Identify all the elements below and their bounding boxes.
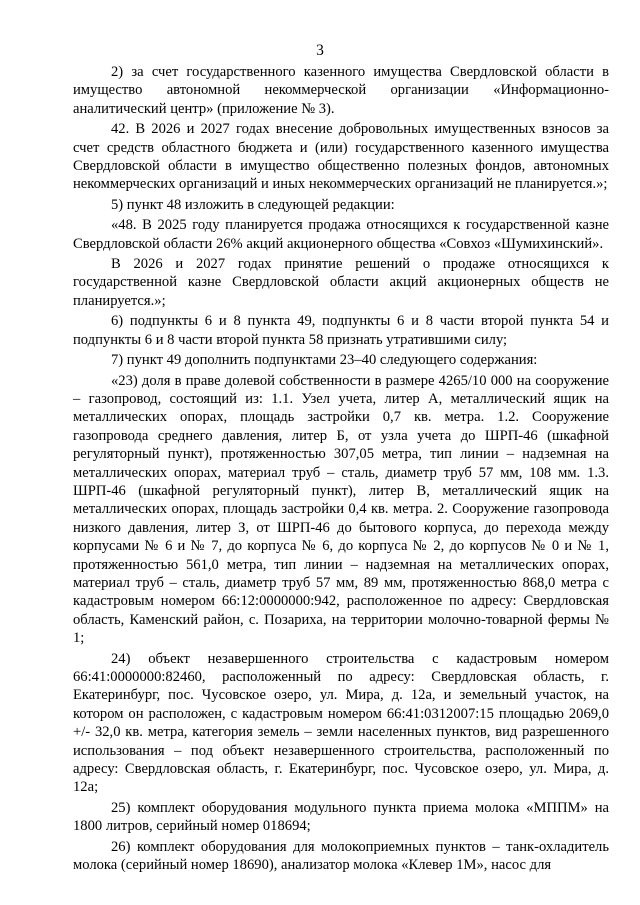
paragraph-sub-23: «23) доля в праве долевой собственности в размере 4265/10 000 на сооружение – газопровод, состоящий из: 1.1. Узел учета, литер А, металлический ящик на металлических опорах, площадь застройки 0,7 кв. метра. 1.2. Сооружение газопровода среднего давления, литер Б, от узла учета до ШРП-46 (шкафной регуляторный пункт), протяженностью 307,05 метра, тип линии – надземная на металлических опорах, материал труб – сталь, диаметр труб 57 мм, 108 мм. 1.3. ШРП-46 (шкафной регуляторный пункт), литер В, металлический ящик на металлических опорах, площадь застройки 0,4 кв. метра. 2. Сооружение газопровода низкого давления, литер З, от ШРП-46 до бытового корпуса, до перехода между корпусами № 6 и № 7, до корпуса № 6, до корпуса № 2, до корпусов № 0 и № 1, протяженностью 561,0 метра, тип линии – надземная на металлических опорах, материал труб – сталь, диаметр труб 57 мм, 89 мм, протяженностью 868,0 метра с кадастровым номером 66:12:0000000:942, расположенное по адресу: Свердловская область, Каменский район, с. Позариха, на территории молочно-товарной фермы № 1; — [73, 372, 609, 647]
paragraph-sub-26: 26) комплект оборудования для молокоприемных пунктов – танк-охладитель молока (серийный номер 18690), анализатор молока «Клевер 1М», насос для — [73, 838, 609, 874]
paragraph-amend-6: 6) подпункты 6 и 8 пункта 49, подпункты 6 и 8 части второй пункта 54 и подпункты 6 и 8 части второй пункта 58 признать утратившими силу; — [73, 313, 609, 348]
paragraph-sub-25: 25) комплект оборудования модульного пункта приема молока «МППМ» на 1800 литров, серийный номер 018694; — [73, 799, 609, 835]
paragraph-point-42: 42. В 2026 и 2027 годах внесение добровольных имущественных взносов за счет средств областного бюджета и (или) государственного казенного имущества Свердловской области в имущество общественно полезных фондов, автономных некоммерческих организаций и иных некоммерческих организаций не планируется.»; — [73, 121, 609, 193]
paragraph-amend-7: 7) пункт 49 дополнить подпунктами 23–40 следующего содержания: — [111, 352, 538, 369]
paragraph-point-48-cont: В 2026 и 2027 годах принятие решений о продаже относящихся к государственной казне Свердловской области акций акционерных обществ не планируется.»; — [73, 256, 609, 309]
paragraph-item-2: 2) за счет государственного казенного имущества Свердловской области в имущество автономной некоммерческой организации «Информационно-аналитический центр» (приложение № 3). — [73, 64, 609, 117]
paragraph-amend-5: 5) пункт 48 изложить в следующей редакции: — [111, 196, 395, 213]
page-number: 3 — [316, 42, 324, 59]
paragraph-point-48: «48. В 2025 году планируется продажа относящихся к государственной казне Свердловской области 26% акций акционерного общества «Совхоз «Шумихинский». — [73, 217, 609, 252]
document-body — [73, 63, 609, 874]
paragraph-sub-24: 24) объект незавершенного строительства с кадастровым номером 66:41:0000000:82460, расположенный по адресу: Свердловская область, г. Екатеринбург, пос. Чусовское озеро, ул. Мира, д. 12а, и земельный участок, на котором он расположен, с кадастровым номером 66:41:0312007:15 площадью 2069,0 +/- 32,0 кв. метра, категория земель – земли населенных пунктов, вид разрешенного использования – под объект незавершенного строительства, расположенный по адресу: Свердловская область, г. Екатеринбург, пос. Чусовское озеро, ул. Мира, д. 12а; — [73, 650, 609, 796]
